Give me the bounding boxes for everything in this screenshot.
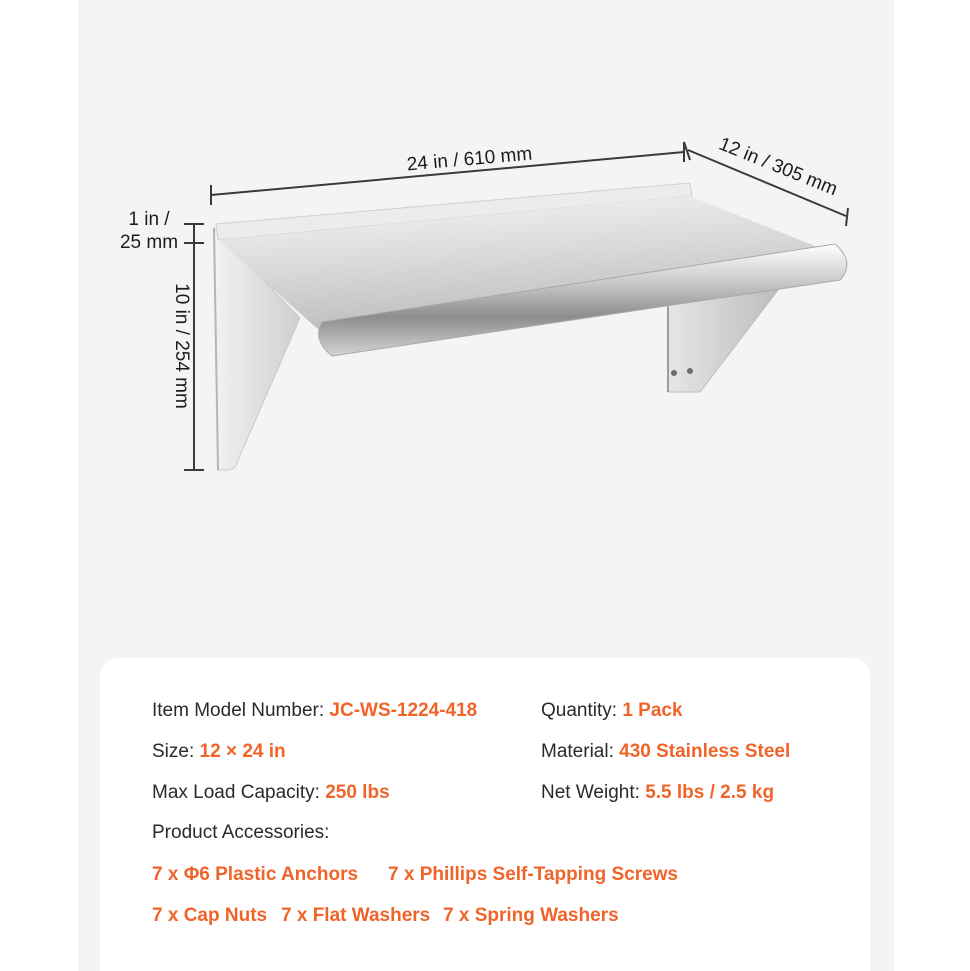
right-bracket [668, 290, 778, 392]
accessory-item: 7 x Flat Washers [281, 905, 431, 926]
width-label: 24 in / 610 mm [406, 143, 534, 176]
screw-hole-icon [687, 368, 693, 374]
material-value: 430 Stainless Steel [619, 741, 791, 762]
accessory-item: 7 x Spring Washers [443, 905, 619, 926]
weight-row [541, 782, 774, 804]
quantity-row [541, 700, 683, 722]
size-label: Size: [152, 741, 195, 762]
accessory-item: 7 x Cap Nuts [152, 905, 268, 926]
load-row [152, 782, 390, 804]
height-label: 10 in / 254 mm [171, 283, 192, 409]
load-label: Max Load Capacity: [152, 782, 320, 803]
quantity-value: 1 Pack [622, 700, 683, 721]
height-dimension [171, 224, 204, 470]
quantity-label: Quantity: [541, 700, 618, 721]
model-value: JC-WS-1224-418 [329, 700, 478, 721]
size-value: 12 × 24 in [199, 741, 286, 762]
lip-height-dimension [120, 209, 178, 253]
depth-label: 12 in / 305 mm [715, 133, 841, 201]
size-row [152, 741, 286, 763]
accessories-heading: Product Accessories: [152, 822, 330, 843]
load-value: 250 lbs [325, 782, 390, 803]
material-label: Material: [541, 741, 614, 762]
lip-label-line2: 25 mm [119, 232, 179, 253]
lip-label-line1: 1 in / [128, 209, 170, 230]
weight-value: 5.5 lbs / 2.5 kg [645, 782, 775, 803]
model-label: Item Model Number: [152, 700, 325, 721]
accessory-item: 7 x Φ6 Plastic Anchors [152, 864, 359, 885]
weight-label: Net Weight: [541, 782, 640, 803]
accessory-item: 7 x Phillips Self-Tapping Screws [388, 864, 679, 885]
screw-hole-icon [671, 370, 677, 376]
material-row [541, 741, 790, 763]
model-row [152, 700, 477, 722]
spec-card [100, 658, 870, 971]
